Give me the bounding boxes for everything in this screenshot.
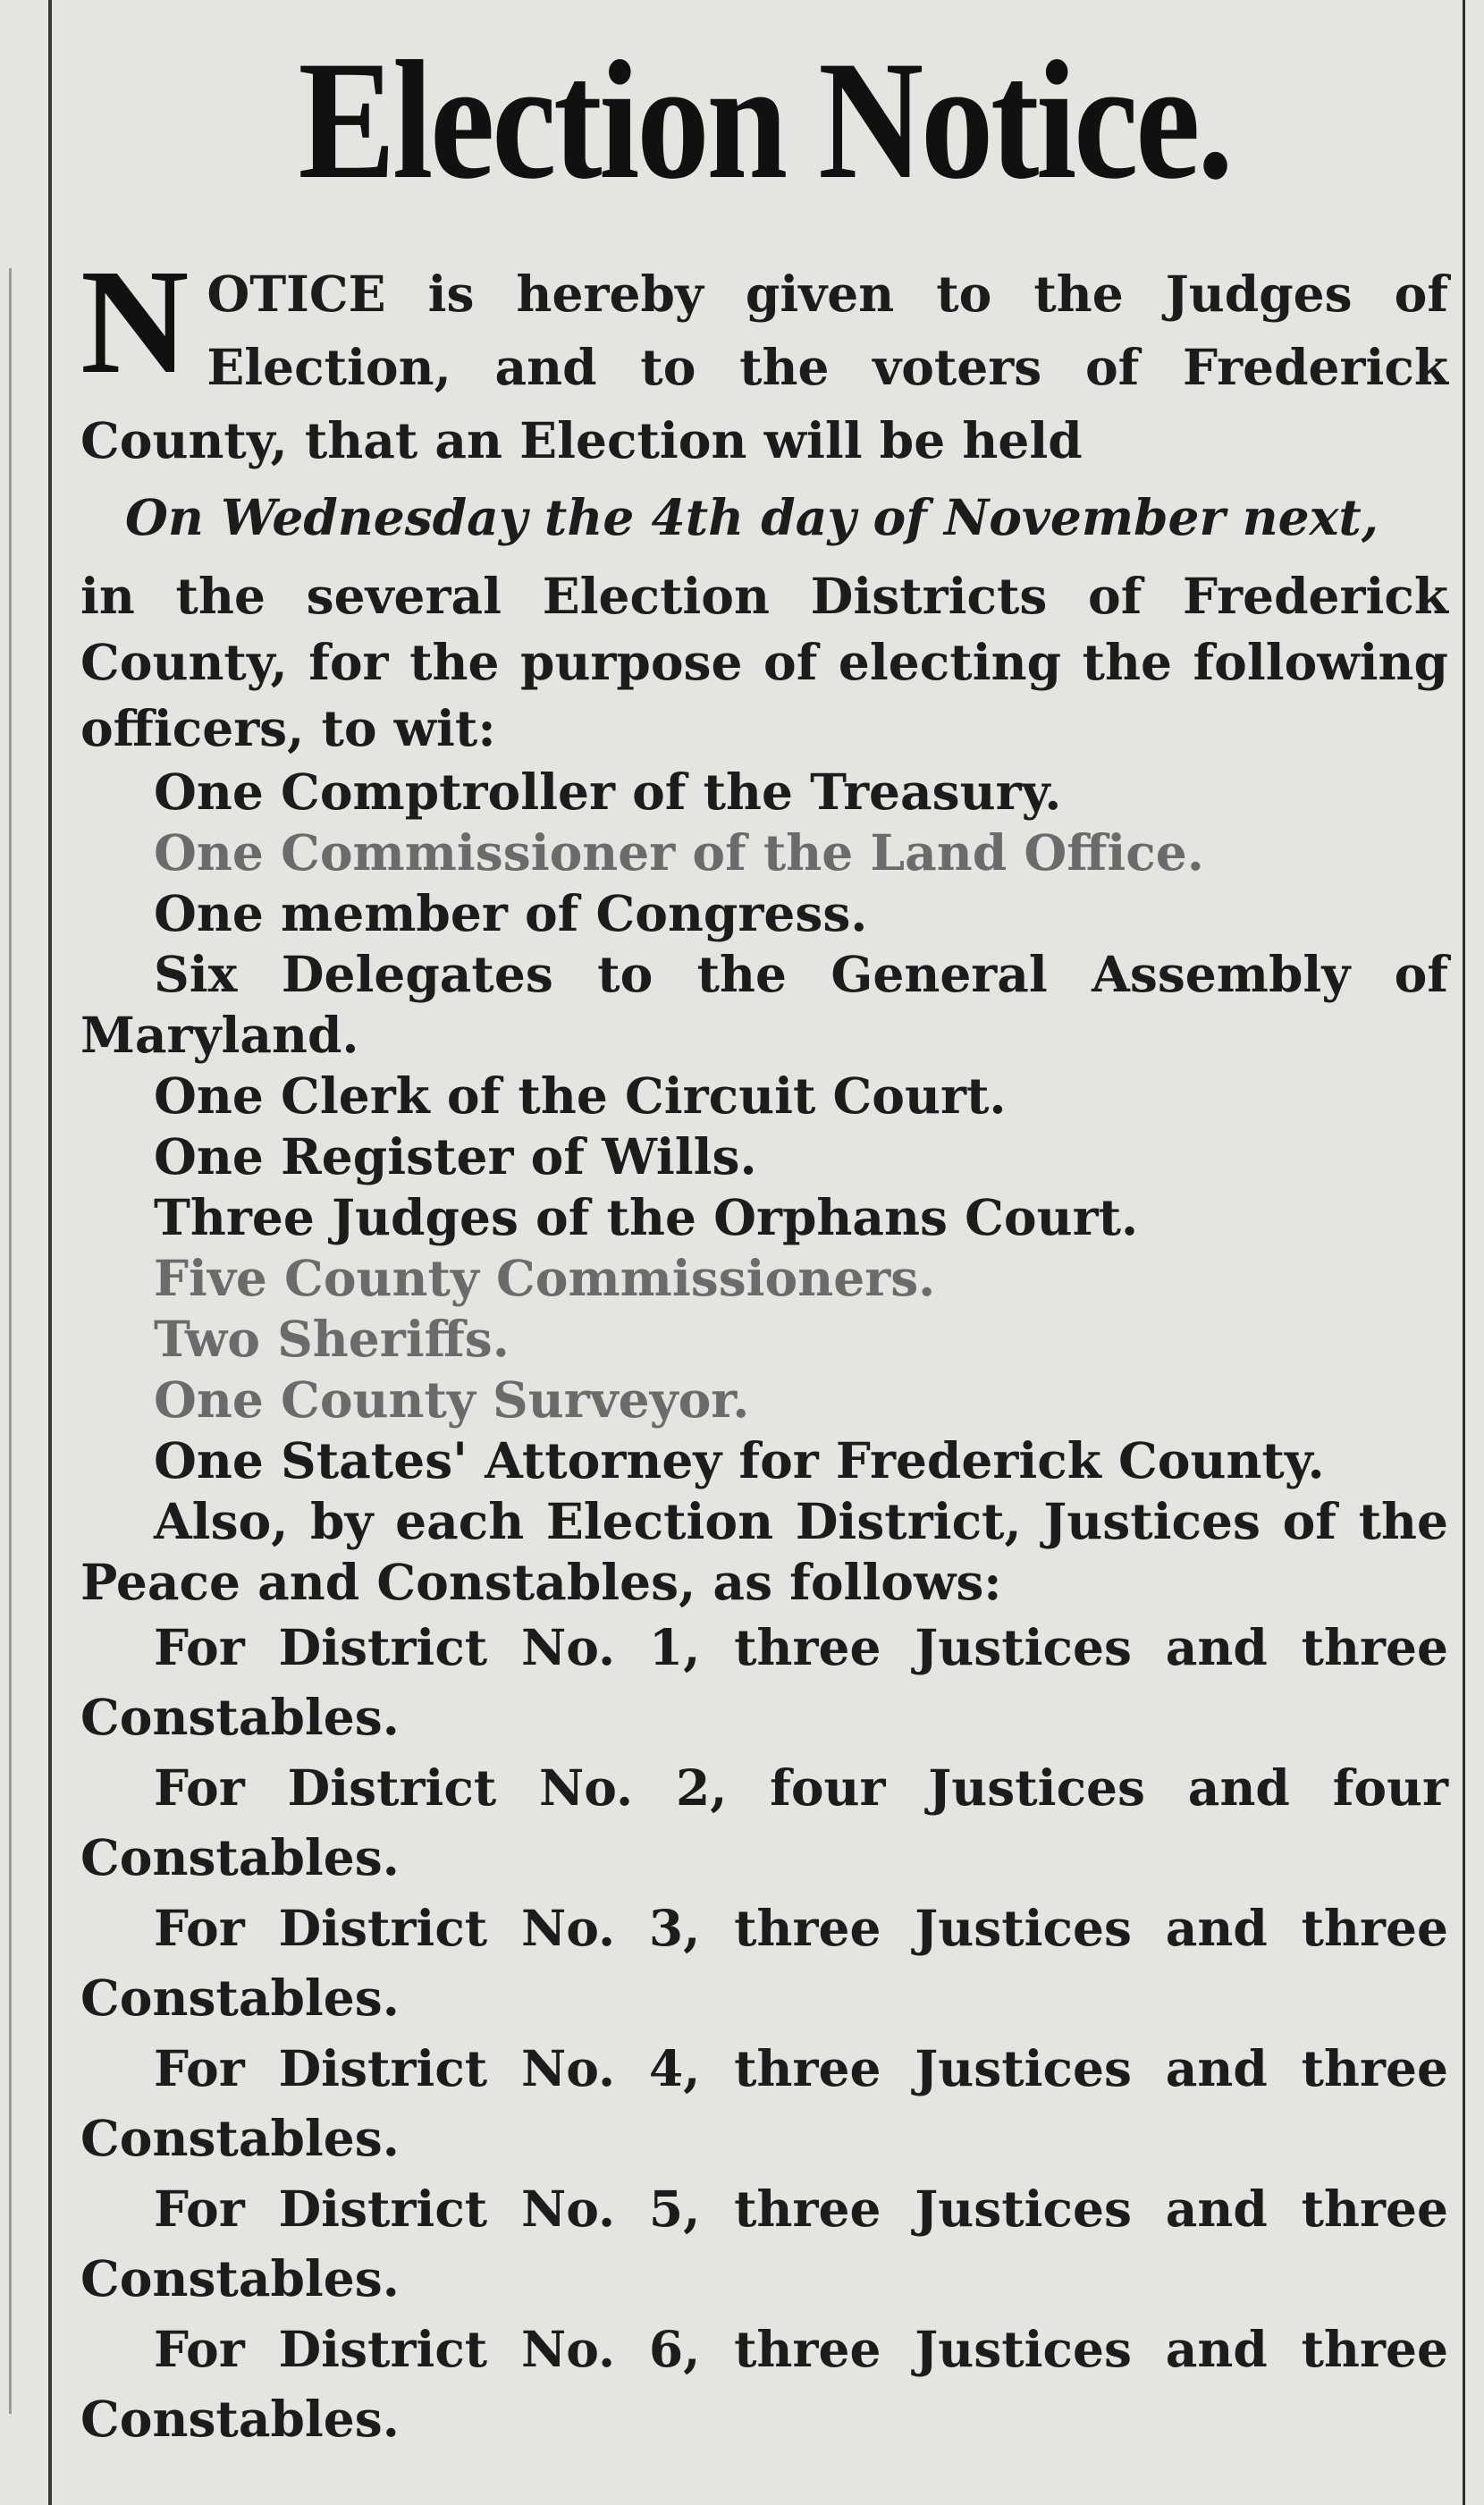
- list-item: Five County Commissioners.: [154, 1249, 936, 1307]
- list-item: For District No. 6, three Justices and three Constables.: [80, 2320, 1448, 2448]
- purpose-paragraph: in the several Election Districts of Frederick County, for the purpose of electing the following officers, to wit:: [80, 567, 1448, 757]
- also-paragraph: Also, by each Election District, Justices of the Peace and Constables, as follows:: [80, 1492, 1448, 1611]
- list-item: One Register of Wills.: [154, 1127, 757, 1185]
- intro-paragraph: [80, 239, 1448, 477]
- list-item: Two Sheriffs.: [154, 1310, 510, 1368]
- list-item: For District No. 2, four Justices and four Constables.: [80, 1759, 1448, 1886]
- districts-list: [80, 1613, 1448, 2454]
- intro-text: OTICE is hereby given to the Judges of Election, and to the voters of Frederick County, that an Election will be held: [80, 265, 1448, 469]
- offices-list: [80, 762, 1448, 1491]
- list-item: One County Surveyor.: [154, 1371, 750, 1429]
- list-item: One Clerk of the Circuit Court.: [154, 1067, 1007, 1125]
- election-date: On Wednesday the 4th day of November next,: [125, 488, 1379, 546]
- list-item: One Commissioner of the Land Office.: [154, 823, 1204, 881]
- column-rule-outer: [9, 268, 12, 2414]
- list-item: For District No. 5, three Justices and three Constables.: [80, 2180, 1448, 2307]
- list-item: One member of Congress.: [154, 884, 868, 942]
- list-item: One States' Attorney for Frederick County.: [154, 1431, 1325, 1489]
- list-item: Six Delegates to the General Assembly of Maryland.: [80, 945, 1448, 1064]
- list-item: For District No. 4, three Justices and three Constables.: [80, 2039, 1448, 2167]
- column-rule-left: [48, 0, 52, 2505]
- notice-title: Election Notice.: [298, 27, 1231, 215]
- column-rule-right: [1463, 0, 1465, 2505]
- list-item: For District No. 1, three Justices and three Constables.: [80, 1618, 1448, 1746]
- list-item: Three Judges of the Orphans Court.: [154, 1188, 1139, 1246]
- list-item: One Comptroller of the Treasury.: [154, 763, 1062, 821]
- drop-cap: N: [80, 239, 190, 405]
- notice-column: [80, 18, 1448, 2455]
- list-item: For District No. 3, three Justices and three Constables.: [80, 1899, 1448, 2027]
